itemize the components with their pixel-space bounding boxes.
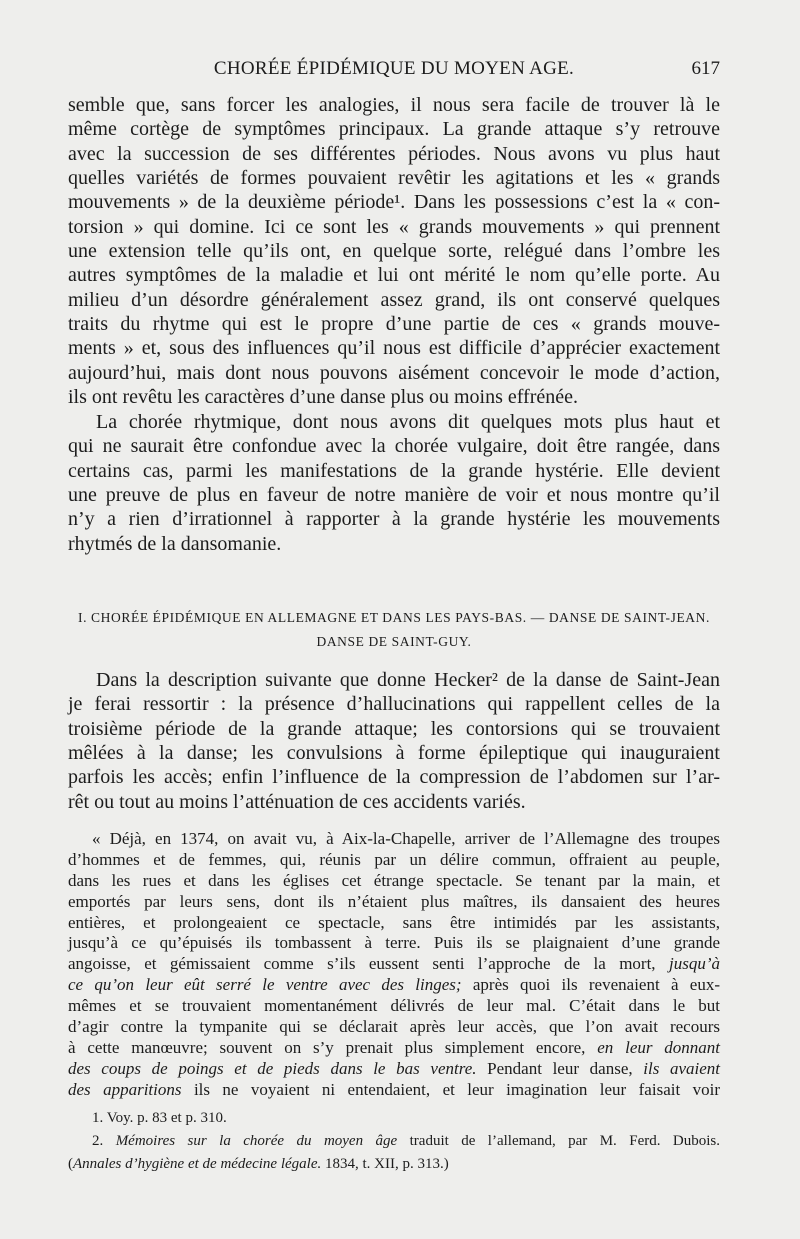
text-line: Dans la description suivante que donne Hecker² de la danse de Saint-Jean — [96, 669, 720, 691]
footnotes — [68, 1107, 720, 1176]
section-heading — [68, 606, 720, 654]
running-title: CHORÉE ÉPIDÉMIQUE DU MOYEN AGE. — [213, 58, 575, 79]
paragraph-1 — [68, 93, 720, 409]
footnote-number: 2. — [92, 1133, 104, 1149]
footnote-journal: Annales d’hygiène et de médecine légale. — [73, 1156, 322, 1172]
text-line: je ferai ressortir : la présence d’hallucinations qui rappellent celles de la — [68, 693, 720, 716]
text-line: ments » et, sous des influences qu’il nous est difficile d’apprécier exactement — [68, 337, 720, 360]
quote-line: d’agir contre la tympanite qui se déclarait après leur accès, que l’on avait recours — [68, 1017, 720, 1037]
text-line: ils ont revêtu les caractères d’une danse plus ou moins effrénée. — [68, 386, 578, 409]
text-line: rhytmés de la dansomanie. — [68, 532, 282, 555]
section-heading-line: DANSE DE SAINT-GUY. — [316, 634, 472, 649]
quote-line: d’hommes et de femmes, qui, réunis par un délire commun, offraient au peuple, — [68, 849, 720, 869]
text-line: qui ne saurait être confondue avec la chorée vulgaire, doit être rangée, dans — [68, 435, 720, 458]
text-line: une preuve de plus en faveur de notre manière de voir et nous montre qu’il — [68, 484, 720, 507]
quote-emphasis: des apparitions — [68, 1079, 182, 1099]
text-line: milieu d’un désordre généralement assez grand, ils ont conservé quelques — [68, 288, 720, 311]
text-line: rêt ou tout au moins l’atténuation de ces accidents variés. — [68, 790, 526, 813]
paragraph-2 — [68, 410, 720, 556]
text-line: une extension telle qu’ils ont, en quelque sorte, relégué dans l’ombre les — [68, 240, 720, 263]
text-line: autres symptômes de la maladie et lui ont mérité le nom qu’elle porte. Au — [68, 264, 720, 287]
footnote-2 — [68, 1130, 720, 1153]
text-line: quelles variétés de formes pouvaient revêtir les agitations et les « grands — [68, 167, 720, 190]
quote-line — [68, 975, 720, 996]
running-head — [68, 58, 720, 84]
paragraph-3 — [68, 668, 720, 814]
quote-emphasis: en leur donnant — [597, 1037, 721, 1057]
text-line: torsion » qui domine. Ici ce sont les « grands mouvements » qui prennent — [68, 215, 720, 238]
quotation — [68, 829, 720, 1101]
footnote-title: Mémoires sur la chorée du moyen âge — [115, 1133, 398, 1149]
quote-line — [68, 954, 720, 975]
quote-emphasis: ils avaient — [643, 1058, 721, 1078]
quote-line — [68, 1038, 720, 1059]
quote-line: dans les rues et dans les églises cet étrange spectacle. Se tenant par la main, et — [68, 870, 720, 890]
text-line: certains cas, parmi les manifestations de la grande hystérie. Elle devient — [68, 459, 720, 482]
text-line: n’y a rien d’irrationnel à rapporter à la grande hystérie les mouvements — [68, 508, 720, 531]
quote-emphasis: ce qu’on leur eût serré le ventre avec des linges; — [68, 975, 462, 995]
quote-line: entières, et prolongeaient ce spectacle, sans être intimidés par les assistants, — [68, 912, 720, 932]
text-line: aujourd’hui, mais dont nous pouvons aisément concevoir le mode d’action, — [68, 361, 720, 384]
text-line: traits du rhytme qui est le propre d’une partie de ces « grands mouve- — [68, 313, 720, 336]
text-line: parfois les accès; enfin l’influence de la compression de l’abdomen sur l’ar- — [68, 766, 720, 789]
page-number: 617 — [691, 58, 720, 79]
text-line: mêlées à la danse; les convulsions à forme épileptique qui inauguraient — [68, 742, 720, 765]
quote-emphasis: des coups de poings et de pieds dans le bas ventre. — [68, 1058, 477, 1078]
section-heading-line: I. CHORÉE ÉPIDÉMIQUE EN ALLEMAGNE ET DANS LES PAYS-BAS. — DANSE DE SAINT-JEAN. — [78, 610, 710, 625]
text-line: La chorée rhytmique, dont nous avons dit quelques mots plus haut et — [96, 411, 720, 433]
quote-line — [68, 1080, 720, 1101]
quote-line: « Déjà, en 1374, on avait vu, à Aix-la-Chapelle, arriver de l’Allemagne des troupes — [92, 829, 720, 848]
text-line: même cortège de symptômes principaux. La grande attaque s’y retrouve — [68, 118, 720, 141]
footnote-1: 1. Voy. p. 83 et p. 310. — [92, 1110, 227, 1126]
quote-segment: à cette manœuvre; souvent on s’y prenait plus simplement encore, — [68, 1037, 586, 1057]
footnote-text: traduit de l’allemand, par M. Ferd. Dubois. — [409, 1133, 721, 1149]
quote-emphasis: jusqu’à — [669, 954, 720, 974]
text-line: semble que, sans forcer les analogies, il nous sera facile de trouver là le — [68, 94, 720, 116]
footnote-2-continued: (Annales d’hygiène et de médecine légale. 1834, t. XII, p. 313.) — [68, 1156, 449, 1172]
quote-line: jusqu’à ce qu’épuisés ils tombassent à terre. Puis ils se plaignaient d’une grande — [68, 933, 720, 953]
quote-segment: après quoi ils revenaient à eux- — [472, 975, 721, 995]
text-line: troisième période de la grande attaque; les contorsions qui se trouvaient — [68, 717, 720, 740]
quote-segment: ils ne voyaient ni entendaient, et leur imagination leur faisait voir — [193, 1079, 720, 1099]
text-line: mouvements » de la deuxième période¹. Dans les possessions c’est la « con- — [68, 191, 720, 214]
quote-segment: Pendant leur danse, — [487, 1058, 633, 1078]
quote-segment: angoisse, et gémissaient comme s’ils eussent senti l’approche de la mort, — [68, 954, 656, 974]
quote-line — [68, 1059, 720, 1080]
quote-line: emportés par leurs sens, dont ils n’étaient plus maîtres, ils dansaient des heures — [68, 891, 720, 911]
footnote-reference: 1834, t. XII, p. 313.) — [324, 1156, 449, 1172]
text-line: avec la succession de ses différentes périodes. Nous avons vu plus haut — [68, 142, 720, 165]
quote-line: mêmes et se trouvaient momentanément délivrés de leur mal. C’était dans le but — [68, 996, 720, 1016]
